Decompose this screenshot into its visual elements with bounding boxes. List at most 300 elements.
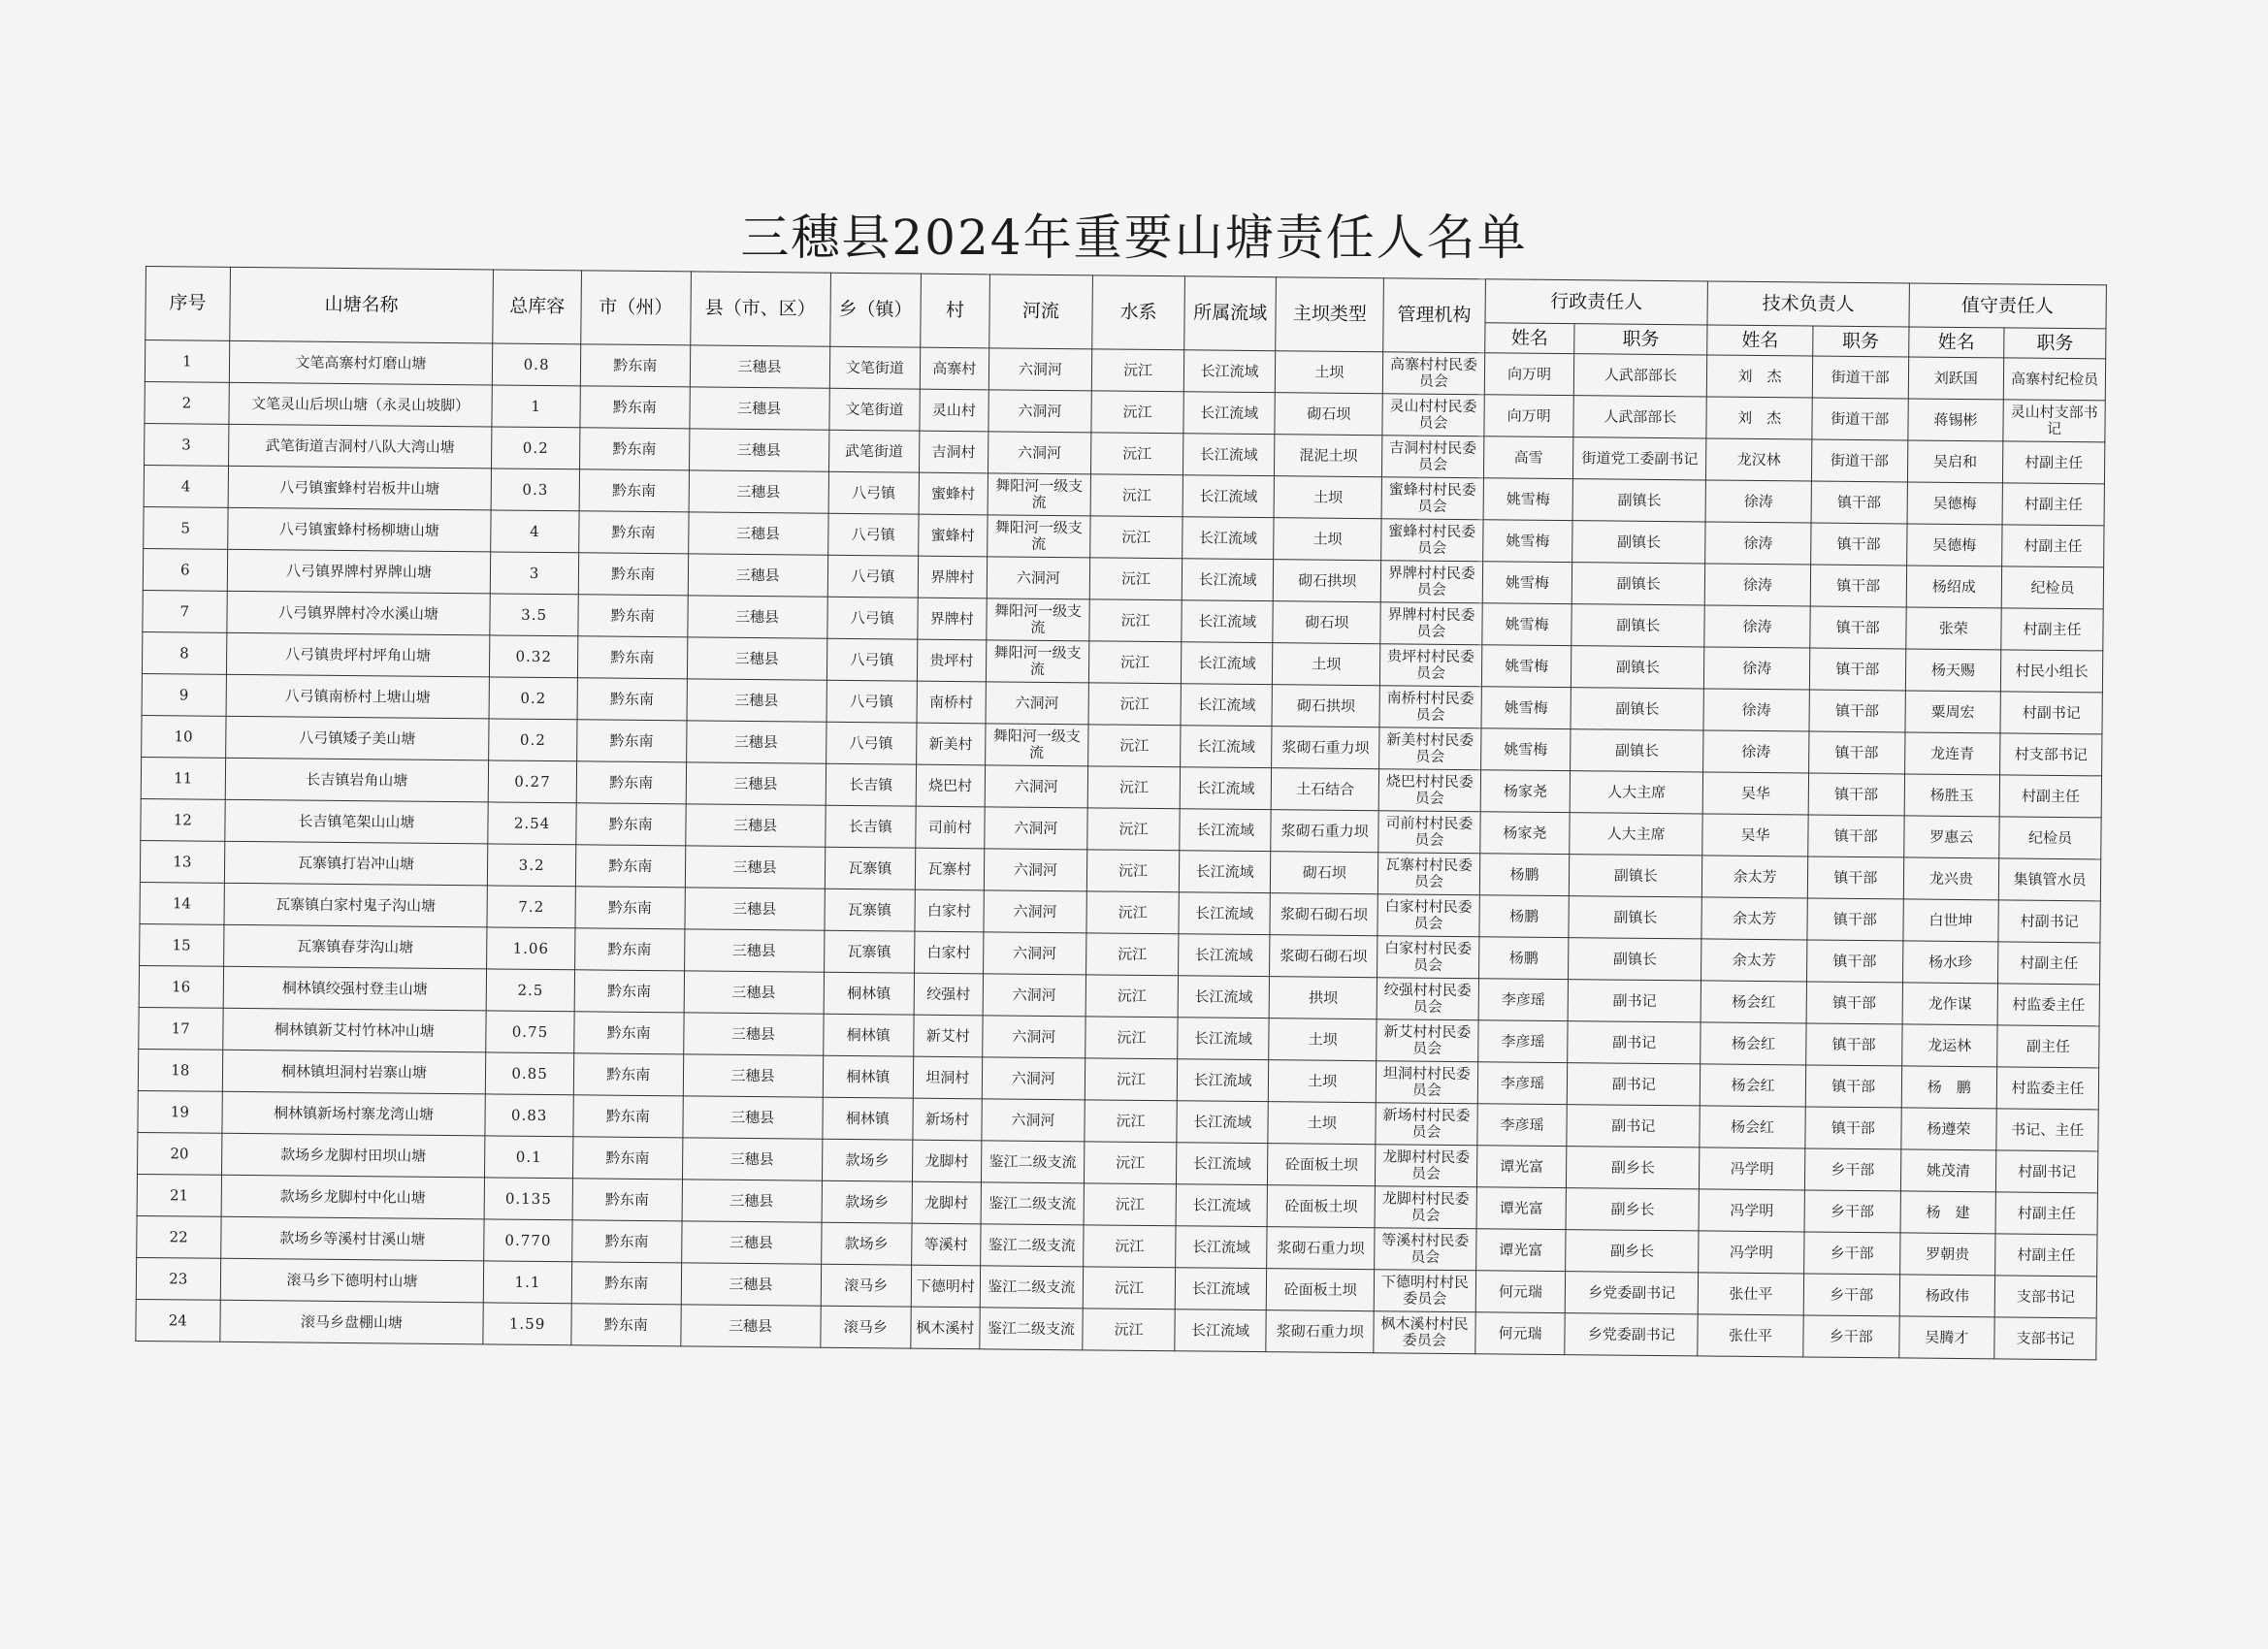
cell-name: 八弓镇矮子美山塘: [225, 716, 489, 760]
cell-water-system: 沅江: [1084, 1183, 1176, 1226]
cell-dam-type: 浆砌石重力坝: [1267, 1227, 1375, 1270]
cell-admin-name: 杨家尧: [1480, 770, 1571, 813]
cell-basin: 长江流域: [1175, 1226, 1267, 1269]
cell-capacity: 0.770: [484, 1219, 572, 1262]
cell-tech-title: 镇干部: [1808, 731, 1904, 774]
cell-admin-title: 副书记: [1568, 1063, 1701, 1106]
cell-tech-title: 镇干部: [1809, 690, 1905, 732]
cell-county: 三穗县: [690, 345, 829, 388]
cell-duty-name: 杨胜玉: [1904, 774, 2000, 817]
cell-tech-title: 镇干部: [1807, 898, 1903, 941]
cell-duty-name: 杨遵荣: [1900, 1108, 1996, 1150]
cell-tech-title: 镇干部: [1805, 1065, 1901, 1108]
cell-duty-name: 姚茂清: [1900, 1149, 1996, 1192]
cell-name: 瓦寨镇春芽沟山塘: [223, 924, 487, 969]
cell-name: 长吉镇笔架山山塘: [224, 799, 488, 844]
cell-river: 舞阳河一级支流: [987, 515, 1090, 558]
cell-management: 枫木溪村村民委员会: [1374, 1311, 1475, 1354]
cell-tech-title: 镇干部: [1805, 1107, 1901, 1149]
cell-river: 舞阳河一级支流: [988, 473, 1091, 516]
cell-capacity: 1.1: [484, 1261, 572, 1304]
cell-admin-name: 杨家尧: [1479, 812, 1570, 855]
cell-town: 桐林镇: [823, 1014, 914, 1056]
cell-dam-type: 砼面板土坝: [1267, 1185, 1375, 1228]
cell-county: 三穗县: [683, 1054, 823, 1097]
cell-seq: 18: [138, 1049, 222, 1091]
cell-dam-type: 砌石拱坝: [1274, 560, 1381, 602]
cell-tech-title: 乡干部: [1804, 1190, 1900, 1233]
cell-duty-name: 龙兴贵: [1903, 857, 1999, 900]
cell-water-system: 沅江: [1088, 683, 1181, 726]
cell-water-system: 沅江: [1090, 516, 1183, 559]
cell-admin-name: 何元瑞: [1475, 1271, 1566, 1313]
cell-basin: 长江流域: [1177, 1059, 1269, 1102]
cell-name: 八弓镇贵坪村坪角山塘: [226, 632, 490, 677]
cell-county: 三穗县: [689, 387, 828, 430]
cell-tech-name: 杨会红: [1701, 1022, 1806, 1065]
cell-admin-name: 杨鹏: [1478, 937, 1569, 980]
cell-admin-name: 何元瑞: [1475, 1312, 1566, 1355]
cell-county: 三穗县: [682, 1180, 822, 1222]
cell-tech-title: 镇干部: [1810, 606, 1906, 649]
cell-duty-title: 村副主任: [1995, 1192, 2097, 1235]
cell-city: 黔东南: [573, 1053, 683, 1096]
cell-duty-name: 杨绍成: [1906, 566, 2002, 608]
cell-name: 八弓镇南桥村上塘山塘: [226, 674, 490, 719]
cell-seq: 9: [142, 673, 226, 716]
cell-water-system: 沅江: [1087, 766, 1180, 809]
cell-town: 桐林镇: [822, 1097, 913, 1140]
cell-basin: 长江流域: [1175, 1310, 1267, 1352]
header-town: 乡（镇）: [829, 273, 921, 347]
cell-admin-name: 李彦瑶: [1477, 1062, 1568, 1105]
cell-seq: 10: [142, 715, 226, 758]
cell-city: 黔东南: [571, 1304, 681, 1346]
header-tech-name: 姓名: [1707, 325, 1813, 356]
cell-tech-title: 乡干部: [1804, 1148, 1900, 1191]
cell-name: 款场乡龙脚村田坝山塘: [221, 1133, 485, 1178]
cell-town: 滚马乡: [820, 1306, 911, 1348]
cell-town: 瓦寨镇: [825, 847, 916, 889]
cell-river: 六洞河: [988, 348, 1092, 391]
cell-town: 八弓镇: [826, 638, 918, 681]
cell-seq: 14: [140, 882, 224, 924]
cell-dam-type: 浆砌石砌石坝: [1270, 935, 1377, 978]
cell-river: 鉴江二级支流: [981, 1141, 1085, 1183]
cell-admin-title: 副书记: [1568, 980, 1701, 1022]
cell-name: 桐林镇新艾村竹林冲山塘: [222, 1008, 486, 1052]
cell-admin-title: 副乡长: [1566, 1188, 1699, 1231]
table-body: [136, 340, 2106, 1360]
cell-town: 八弓镇: [826, 597, 918, 639]
cell-duty-title: 村副主任: [2001, 608, 2103, 651]
header-village: 村: [921, 274, 989, 348]
cell-city: 黔东南: [572, 1137, 682, 1180]
cell-county: 三穗县: [681, 1263, 821, 1306]
cell-village: 等溪村: [912, 1223, 981, 1266]
cell-tech-name: 杨会红: [1700, 1064, 1805, 1107]
cell-county: 三穗县: [685, 846, 825, 889]
cell-seq: 3: [145, 423, 229, 466]
cell-duty-title: 村民小组长: [2001, 650, 2103, 693]
cell-dam-type: 土坝: [1276, 351, 1383, 394]
cell-duty-title: 集镇管水员: [1998, 858, 2100, 901]
cell-town: 武笔街道: [828, 430, 920, 472]
cell-duty-title: 村副主任: [1998, 942, 2100, 985]
cell-county: 三穗县: [688, 554, 827, 597]
cell-tech-title: 镇干部: [1806, 1023, 1902, 1066]
cell-dam-type: 土坝: [1274, 476, 1381, 519]
cell-tech-name: 冯学明: [1699, 1231, 1804, 1274]
cell-city: 黔东南: [576, 720, 686, 762]
cell-river: 六洞河: [983, 890, 1086, 933]
cell-river: 舞阳河一级支流: [985, 724, 1088, 766]
cell-water-system: 沅江: [1091, 391, 1183, 434]
cell-duty-title: 纪检员: [2001, 566, 2103, 609]
cell-admin-title: 副镇长: [1571, 646, 1704, 689]
cell-city: 黔东南: [572, 1179, 682, 1221]
cell-tech-name: 徐涛: [1704, 564, 1810, 606]
cell-tech-title: 镇干部: [1808, 773, 1904, 816]
cell-admin-title: 乡党委副书记: [1566, 1272, 1699, 1314]
cell-basin: 长江流域: [1181, 642, 1273, 685]
cell-name: 桐林镇绞强村登圭山塘: [223, 966, 487, 1011]
cell-seq: 19: [138, 1090, 222, 1133]
cell-basin: 长江流域: [1183, 434, 1275, 476]
cell-admin-name: 姚雪梅: [1482, 520, 1572, 563]
cell-capacity: 3: [491, 552, 579, 595]
cell-seq: 1: [145, 340, 229, 383]
cell-basin: 长江流域: [1178, 976, 1270, 1018]
cell-village: 龙脚村: [913, 1140, 982, 1182]
cell-management: 等溪村村民委员会: [1375, 1228, 1476, 1271]
cell-basin: 长江流域: [1183, 350, 1276, 393]
cell-county: 三穗县: [688, 512, 827, 555]
cell-city: 黔东南: [578, 553, 688, 596]
cell-tech-name: 余太芳: [1701, 939, 1807, 982]
cell-river: 舞阳河一级支流: [986, 640, 1089, 683]
cell-basin: 长江流域: [1178, 934, 1270, 977]
cell-duty-title: 村监委主任: [1997, 984, 2099, 1026]
cell-tech-title: 镇干部: [1806, 940, 1902, 983]
cell-capacity: 0.3: [491, 469, 579, 511]
cell-admin-name: 李彦瑶: [1478, 979, 1569, 1021]
cell-admin-title: 副镇长: [1572, 479, 1705, 522]
cell-name: 款场乡等溪村甘溪山塘: [220, 1216, 484, 1261]
cell-tech-title: 镇干部: [1807, 857, 1903, 899]
cell-duty-name: 杨 建: [1900, 1191, 1996, 1234]
cell-river: 六洞河: [984, 807, 1087, 850]
cell-tech-title: 乡干部: [1803, 1274, 1899, 1316]
cell-capacity: 0.2: [489, 677, 577, 720]
cell-capacity: 0.135: [484, 1178, 572, 1220]
cell-management: 高寨村村民委员会: [1382, 352, 1484, 395]
cell-water-system: 沅江: [1092, 349, 1184, 392]
cell-duty-name: 张荣: [1905, 607, 2001, 650]
header-duty-title: 职务: [2004, 328, 2106, 359]
cell-water-system: 沅江: [1085, 975, 1178, 1018]
cell-county: 三穗县: [689, 470, 828, 513]
cell-tech-title: 乡干部: [1803, 1315, 1899, 1358]
cell-management: 白家村村民委员会: [1377, 936, 1479, 979]
cell-capacity: 0.2: [492, 427, 580, 469]
cell-admin-title: 副镇长: [1570, 855, 1702, 897]
cell-tech-name: 徐涛: [1704, 605, 1810, 648]
cell-county: 三穗县: [682, 1096, 822, 1139]
header-duty-name: 姓名: [1908, 327, 2004, 358]
cell-duty-title: 书记、主任: [1996, 1109, 2098, 1151]
cell-duty-name: 蒋锡彬: [1907, 399, 2003, 441]
cell-water-system: 沅江: [1089, 599, 1182, 642]
cell-county: 三穗县: [682, 1138, 822, 1180]
cell-management: 新美村村民委员会: [1379, 728, 1481, 770]
cell-management: 绞强村村民委员会: [1377, 978, 1478, 1020]
header-basin: 所属流域: [1184, 276, 1277, 351]
cell-seq: 23: [136, 1257, 220, 1300]
cell-management: 界牌村村民委员会: [1380, 602, 1482, 645]
cell-village: 白家村: [915, 931, 984, 974]
cell-city: 黔东南: [578, 595, 688, 637]
cell-town: 滚马乡: [821, 1264, 912, 1307]
cell-management: 白家村村民委员会: [1377, 894, 1479, 937]
cell-river: 六洞河: [986, 682, 1089, 725]
cell-river: 鉴江二级支流: [981, 1182, 1085, 1225]
cell-city: 黔东南: [576, 761, 686, 804]
cell-tech-title: 街道干部: [1812, 398, 1908, 440]
cell-town: 八弓镇: [827, 513, 919, 556]
cell-basin: 长江流域: [1176, 1143, 1268, 1185]
cell-water-system: 沅江: [1084, 1225, 1176, 1268]
cell-capacity: 7.2: [487, 886, 575, 928]
cell-admin-title: 副书记: [1568, 1021, 1701, 1064]
cell-county: 三穗县: [680, 1305, 820, 1347]
cell-city: 黔东南: [577, 636, 687, 679]
cell-village: 司前村: [916, 806, 985, 849]
cell-tech-name: 余太芳: [1702, 856, 1808, 898]
cell-dam-type: 浆砌石砌石坝: [1270, 893, 1377, 936]
cell-village: 吉洞村: [920, 431, 988, 473]
cell-duty-title: 高寨村纪检员: [2003, 358, 2105, 401]
cell-admin-name: 姚雪梅: [1483, 478, 1573, 521]
cell-duty-name: 吴腾才: [1898, 1316, 1994, 1359]
cell-water-system: 沅江: [1085, 1142, 1177, 1184]
cell-admin-name: 向万明: [1484, 395, 1574, 437]
cell-seq: 12: [141, 798, 225, 841]
cell-village: 灵山村: [920, 389, 988, 432]
cell-water-system: 沅江: [1087, 808, 1180, 851]
cell-dam-type: 拱坝: [1269, 977, 1377, 1019]
cell-name: 款场乡龙脚村中化山塘: [221, 1175, 485, 1219]
cell-duty-title: 灵山村支部书记: [2003, 400, 2105, 442]
cell-duty-name: 吴启和: [1907, 440, 2003, 483]
cell-village: 新美村: [917, 723, 986, 765]
cell-management: 贵坪村村民委员会: [1379, 644, 1481, 687]
cell-seq: 6: [143, 548, 227, 591]
cell-tech-title: 镇干部: [1810, 565, 1906, 607]
cell-dam-type: 砌石拱坝: [1272, 685, 1379, 728]
cell-tech-name: 冯学明: [1700, 1148, 1805, 1190]
cell-duty-name: 龙运林: [1901, 1024, 1997, 1067]
cell-water-system: 沅江: [1085, 1100, 1177, 1143]
cell-city: 黔东南: [579, 469, 689, 512]
cell-river: 六洞河: [987, 557, 1090, 599]
cell-duty-name: 杨天赐: [1905, 649, 2001, 692]
cell-management: 瓦寨村村民委员会: [1377, 853, 1479, 895]
cell-tech-name: 徐涛: [1703, 730, 1809, 773]
cell-admin-title: 街道党工委副书记: [1573, 437, 1706, 480]
cell-admin-title: 副镇长: [1569, 938, 1701, 981]
cell-capacity: 3.2: [488, 844, 576, 887]
cell-admin-name: 杨鹏: [1479, 895, 1570, 938]
cell-river: 鉴江二级支流: [979, 1308, 1083, 1350]
cell-village: 高寨村: [920, 347, 988, 390]
cell-tech-name: 徐涛: [1705, 480, 1811, 523]
responsibility-table: [135, 266, 2107, 1360]
cell-water-system: 沅江: [1086, 891, 1179, 934]
cell-tech-name: 张仕平: [1698, 1314, 1803, 1357]
cell-dam-type: 浆砌石重力坝: [1266, 1310, 1374, 1353]
cell-admin-name: 姚雪梅: [1482, 562, 1572, 604]
cell-capacity: 2.5: [486, 969, 574, 1012]
cell-city: 黔东南: [580, 344, 690, 387]
cell-capacity: 2.54: [488, 802, 576, 845]
cell-city: 黔东南: [574, 970, 684, 1013]
cell-seq: 22: [137, 1215, 221, 1258]
cell-duty-title: 村支部书记: [2000, 733, 2102, 776]
cell-dam-type: 土石结合: [1272, 768, 1379, 811]
cell-town: 八弓镇: [827, 555, 919, 598]
cell-capacity: 0.75: [486, 1011, 574, 1053]
cell-water-system: 沅江: [1087, 850, 1180, 892]
cell-river: 鉴江二级支流: [980, 1224, 1084, 1267]
cell-seq: 21: [137, 1174, 221, 1216]
cell-management: 南桥村村民委员会: [1379, 686, 1481, 728]
cell-basin: 长江流域: [1176, 1184, 1268, 1227]
cell-tech-name: 杨会红: [1700, 1106, 1805, 1148]
cell-river: 六洞河: [983, 974, 1086, 1017]
cell-town: 款场乡: [822, 1180, 913, 1223]
cell-tech-name: 吴华: [1702, 814, 1808, 857]
cell-dam-type: 砌石坝: [1275, 393, 1382, 436]
cell-admin-title: 副乡长: [1567, 1147, 1700, 1189]
cell-village: 界牌村: [918, 598, 987, 640]
cell-city: 黔东南: [580, 386, 690, 429]
cell-management: 龙脚村村民委员会: [1376, 1145, 1477, 1187]
cell-admin-name: 姚雪梅: [1481, 687, 1571, 729]
cell-capacity: 0.32: [490, 635, 578, 678]
cell-village: 绞强村: [914, 973, 983, 1016]
cell-management: 界牌村村民委员会: [1380, 561, 1482, 603]
cell-river: 六洞河: [983, 932, 1086, 975]
cell-dam-type: 砌石坝: [1273, 601, 1380, 644]
cell-tech-name: 徐涛: [1703, 689, 1809, 731]
cell-name: 瓦寨镇白家村鬼子沟山塘: [224, 883, 488, 927]
header-duty-group: 值守责任人: [1909, 283, 2107, 329]
cell-town: 瓦寨镇: [824, 889, 915, 931]
cell-admin-title: 副镇长: [1572, 563, 1705, 605]
cell-water-system: 沅江: [1089, 558, 1182, 600]
cell-admin-title: 副书记: [1567, 1105, 1700, 1148]
cell-basin: 长江流域: [1182, 559, 1274, 601]
cell-admin-name: 谭光富: [1476, 1146, 1567, 1188]
cell-name: 瓦寨镇打岩冲山塘: [224, 841, 488, 886]
cell-tech-title: 镇干部: [1809, 648, 1905, 691]
cell-city: 黔东南: [575, 887, 685, 929]
cell-name: 八弓镇界牌村界牌山塘: [227, 549, 491, 594]
cell-capacity: 1.06: [487, 927, 575, 970]
cell-duty-title: 村副主任: [2002, 525, 2104, 567]
cell-river: 六洞河: [982, 1016, 1085, 1058]
cell-basin: 长江流域: [1183, 475, 1275, 518]
cell-city: 黔东南: [575, 845, 685, 888]
cell-duty-title: 村副主任: [1995, 1234, 2097, 1277]
cell-town: 文笔街道: [829, 346, 921, 389]
cell-duty-name: 罗惠云: [1903, 816, 1999, 858]
cell-name: 武笔街道吉洞村八队大湾山塘: [228, 424, 492, 469]
cell-duty-name: 刘跃国: [1908, 357, 2004, 400]
header-seq: 序号: [146, 267, 230, 341]
cell-basin: 长江流域: [1177, 1101, 1269, 1144]
header-dam-type: 主坝类型: [1276, 277, 1383, 352]
cell-county: 三穗县: [687, 637, 826, 680]
header-county: 县（市、区）: [690, 272, 830, 346]
cell-city: 黔东南: [571, 1262, 681, 1305]
header-tech-title: 职务: [1813, 326, 1909, 357]
cell-water-system: 沅江: [1091, 433, 1183, 475]
cell-dam-type: 土坝: [1273, 643, 1380, 686]
cell-town: 款场乡: [822, 1139, 913, 1181]
cell-dam-type: 浆砌石重力坝: [1271, 810, 1378, 853]
cell-dam-type: 土坝: [1269, 1060, 1377, 1103]
cell-name: 八弓镇蜜蜂村杨柳塘山塘: [227, 507, 491, 552]
cell-capacity: 4: [491, 510, 579, 553]
cell-name: 文笔灵山后坝山塘（永灵山坡脚）: [228, 382, 492, 427]
cell-county: 三穗县: [681, 1221, 821, 1264]
cell-tech-title: 街道干部: [1812, 356, 1908, 399]
cell-duty-name: 龙作谋: [1902, 983, 1998, 1025]
cell-duty-name: 罗朝贵: [1899, 1233, 1995, 1276]
cell-town: 桐林镇: [823, 1055, 914, 1098]
cell-admin-title: 人武部部长: [1573, 396, 1706, 438]
cell-name: 八弓镇蜜蜂村岩板井山塘: [228, 466, 492, 510]
cell-water-system: 沅江: [1088, 725, 1181, 767]
cell-dam-type: 砼面板土坝: [1268, 1144, 1376, 1186]
cell-seq: 15: [140, 923, 224, 966]
cell-town: 八弓镇: [828, 471, 920, 514]
cell-admin-name: 向万明: [1484, 353, 1574, 396]
cell-village: 瓦寨村: [915, 848, 984, 890]
cell-duty-name: 杨政伟: [1899, 1275, 1995, 1317]
cell-duty-name: 吴德梅: [1906, 524, 2002, 566]
cell-seq: 24: [136, 1299, 220, 1342]
cell-county: 三穗县: [684, 929, 824, 972]
cell-duty-title: 村副书记: [2000, 692, 2102, 734]
cell-county: 三穗县: [683, 1013, 823, 1055]
cell-river: 六洞河: [985, 765, 1088, 808]
cell-management: 龙脚村村民委员会: [1375, 1186, 1476, 1229]
cell-admin-title: 人武部部长: [1574, 354, 1707, 397]
header-admin-title: 职务: [1574, 324, 1707, 355]
cell-basin: 长江流域: [1181, 684, 1273, 727]
cell-capacity: 0.8: [493, 343, 581, 386]
cell-duty-title: 村副主任: [2003, 441, 2105, 484]
cell-city: 黔东南: [572, 1220, 682, 1263]
cell-management: 下德明村村民委员会: [1374, 1270, 1475, 1312]
cell-tech-name: 余太芳: [1701, 897, 1807, 940]
cell-duty-title: 副主任: [1997, 1025, 2099, 1068]
cell-tech-title: 镇干部: [1811, 481, 1907, 524]
cell-town: 桐林镇: [824, 972, 915, 1015]
